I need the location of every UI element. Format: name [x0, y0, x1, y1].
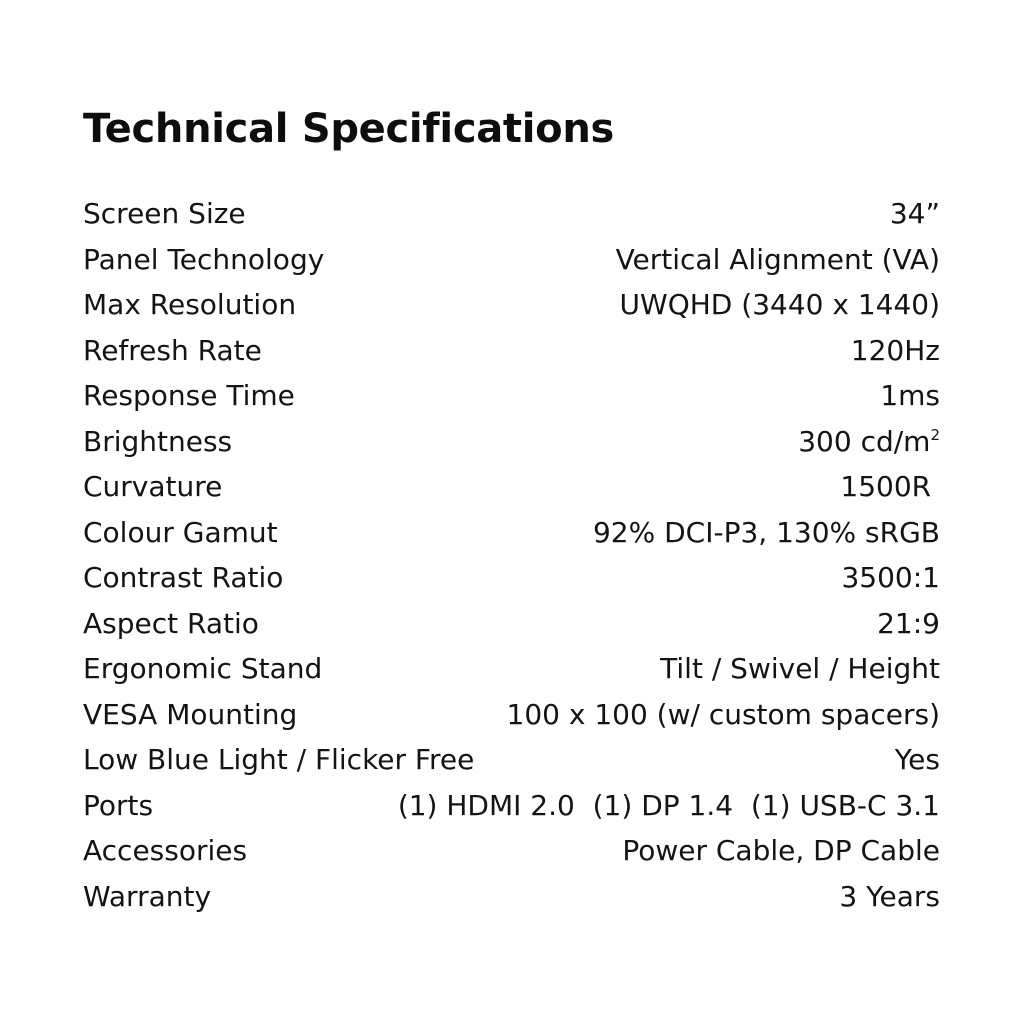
spec-value: 92% DCI-P3, 130% sRGB: [592, 515, 940, 549]
spec-row-contrast-ratio: [83, 555, 940, 601]
spec-label: Panel Technology: [83, 242, 325, 276]
spec-value: Power Cable, DP Cable: [622, 834, 940, 867]
spec-row-response-time: [83, 373, 940, 419]
spec-label: Colour Gamut: [83, 515, 278, 549]
spec-label: Ports: [83, 788, 154, 822]
spec-row-curvature: [83, 464, 940, 510]
spec-row-panel-technology: [83, 237, 940, 283]
superscript-unit: 2: [930, 425, 940, 444]
technical-specifications-sheet: [83, 104, 940, 919]
spec-label: Aspect Ratio: [83, 606, 259, 640]
spec-row-ergonomic-stand: [83, 646, 940, 692]
spec-value: Vertical Alignment (VA): [615, 242, 940, 276]
spec-value: 3 Years: [839, 879, 940, 913]
spec-row-low-blue-light: [83, 737, 940, 783]
spec-row-screen-size: [83, 191, 940, 237]
spec-row-ports: [83, 783, 940, 829]
spec-label: Curvature: [83, 470, 223, 503]
spec-label: Warranty: [83, 879, 212, 913]
spec-row-max-resolution: [83, 282, 940, 328]
spec-value: 21:9: [877, 606, 940, 640]
spec-label: Screen Size: [83, 197, 246, 230]
spec-value: 34”: [889, 197, 940, 230]
spec-value: 100 x 100 (w/ custom spacers): [506, 697, 940, 731]
spec-label: Ergonomic Stand: [83, 652, 323, 685]
spec-label: Response Time: [83, 379, 295, 412]
spec-list: [83, 191, 940, 919]
spec-value-text: 300 cd/m: [798, 424, 931, 458]
spec-row-colour-gamut: [83, 510, 940, 556]
spec-value: UWQHD (3440 x 1440): [619, 288, 940, 321]
spec-value: 120Hz: [850, 333, 940, 367]
spec-value: 1500R: [840, 470, 940, 503]
spec-value: (1) HDMI 2.0 (1) DP 1.4 (1) USB-C 3.1: [397, 788, 940, 822]
spec-value: Tilt / Swivel / Height: [660, 652, 940, 685]
spec-row-warranty: [83, 874, 940, 920]
spec-row-accessories: [83, 828, 940, 874]
spec-value: 1ms: [880, 379, 940, 412]
spec-row-aspect-ratio: [83, 601, 940, 647]
spec-value: 3500:1: [841, 561, 940, 594]
spec-value: Yes: [894, 743, 940, 776]
spec-label: VESA Mounting: [83, 697, 298, 731]
spec-label: Max Resolution: [83, 288, 297, 321]
spec-label: Contrast Ratio: [83, 561, 284, 594]
spec-label: Low Blue Light / Flicker Free: [83, 743, 475, 776]
spec-label: Refresh Rate: [83, 333, 262, 367]
spec-label: Accessories: [83, 834, 248, 867]
spec-row-vesa-mounting: [83, 692, 940, 738]
spec-row-refresh-rate: [83, 328, 940, 374]
spec-value-brightness: [798, 419, 940, 465]
spec-row-brightness: [83, 419, 940, 465]
spec-label: Brightness: [83, 424, 233, 458]
page-title: Technical Specifications: [83, 106, 615, 152]
